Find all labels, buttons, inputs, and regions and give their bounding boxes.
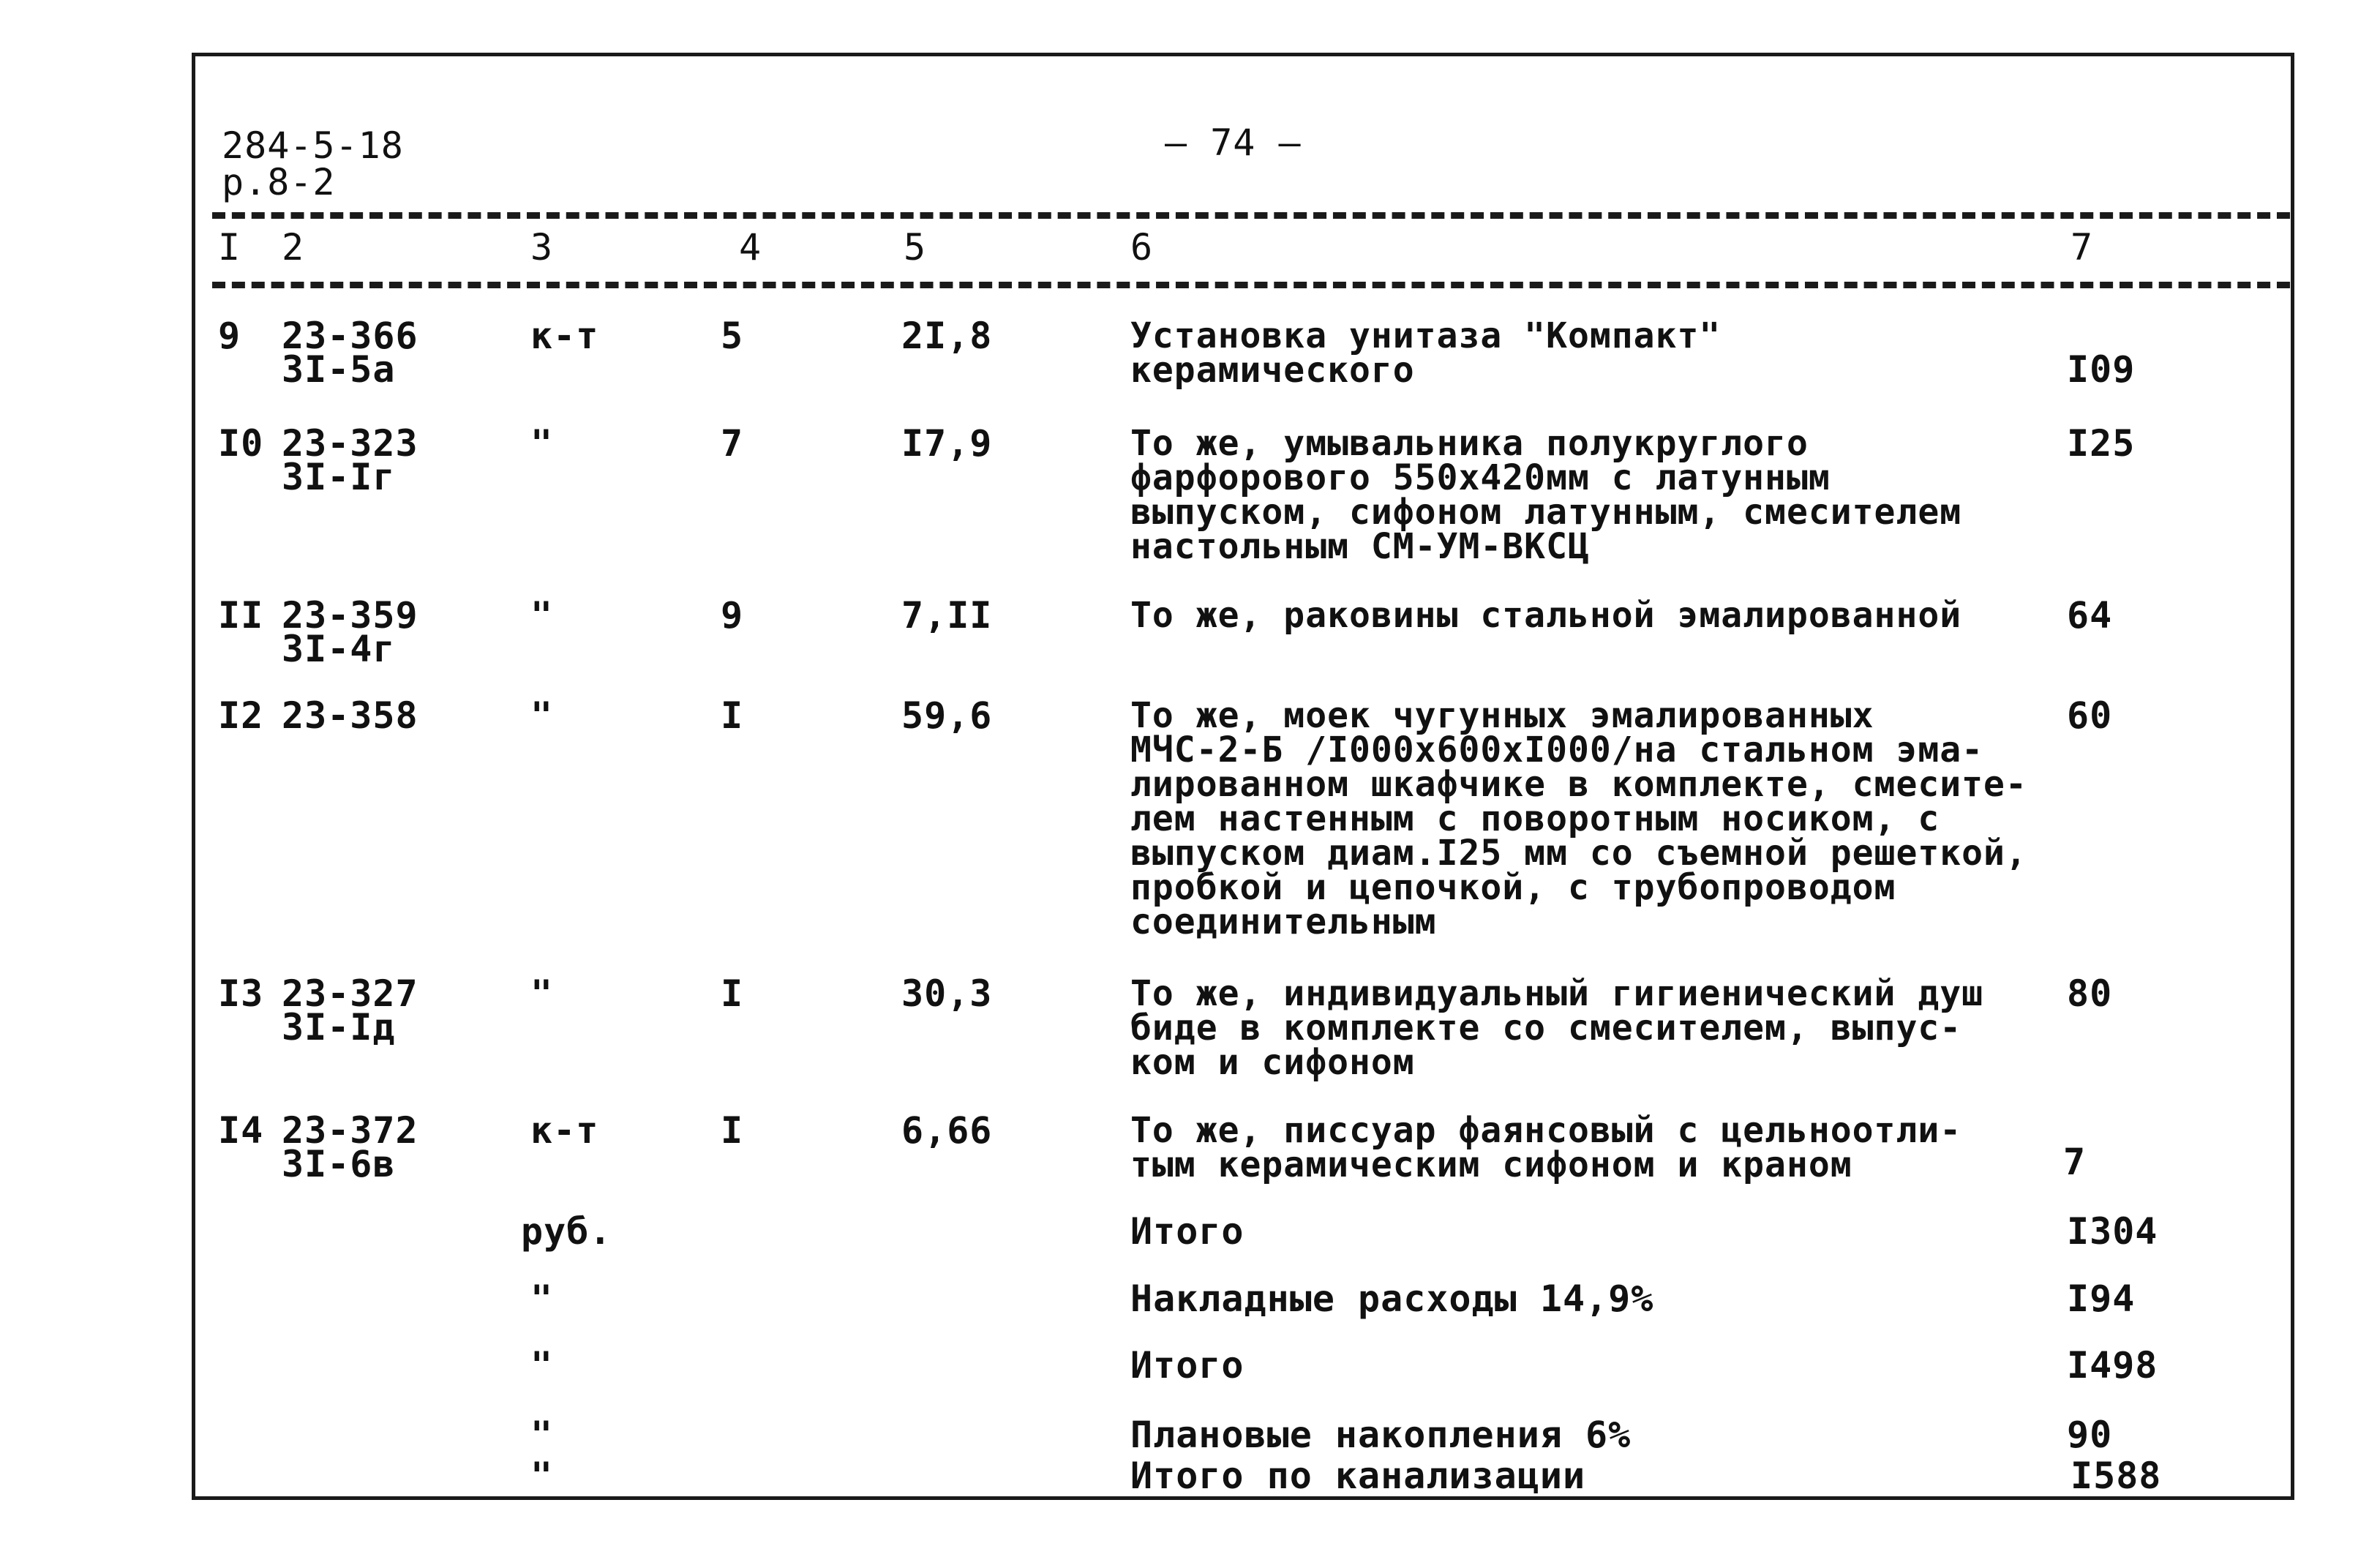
row-description: То же, умывальника полукруглого фарфорового 550х420мм с латунным выпуском, сифоном латунным, смесителем настольным СМ-УМ-ВКСЦ bbox=[1130, 423, 1962, 567]
row-description: То же, моек чугунных эмалированных МЧС-2-Б /I000х600хI000/на стальном эма- лированном шкафчике в комплекте, смесите- лем настенным с поворотным носиком, с выпуском диам.I25 мм со съемной решеткой, пробкой и цепочкой, с трубопроводом соединительным bbox=[1130, 695, 2027, 942]
row-code: 23-327 bbox=[282, 972, 418, 1015]
row-code-sub: 3I-5а bbox=[282, 348, 396, 391]
row-price: I7,9 bbox=[901, 422, 993, 465]
summary-unit: " bbox=[530, 1278, 554, 1320]
row-unit: к-т bbox=[530, 315, 599, 357]
summary-unit: руб. bbox=[521, 1210, 612, 1253]
col-header-2: 2 bbox=[282, 226, 305, 269]
row-qty: 9 bbox=[721, 594, 744, 637]
row-unit: " bbox=[530, 694, 554, 737]
header-rule-top bbox=[212, 212, 2290, 219]
summary-value: 90 bbox=[2067, 1414, 2113, 1456]
row-number: I0 bbox=[218, 422, 264, 465]
summary-value: I304 bbox=[2067, 1210, 2158, 1253]
summary-value: I588 bbox=[2070, 1455, 2162, 1497]
row-unit: к-т bbox=[530, 1109, 599, 1152]
row-unit: " bbox=[530, 594, 554, 637]
row-code-sub: 3I-Iд bbox=[282, 1006, 396, 1049]
row-code: 23-366 bbox=[282, 315, 418, 357]
doc-section: р.8-2 bbox=[222, 161, 336, 203]
row-number: I3 bbox=[218, 972, 264, 1015]
row-price: 2I,8 bbox=[901, 315, 993, 357]
summary-label: Итого bbox=[1130, 1344, 1244, 1387]
row-number: I4 bbox=[218, 1109, 264, 1152]
row-price: 59,6 bbox=[901, 694, 993, 737]
row-code: 23-323 bbox=[282, 422, 418, 465]
row-unit: " bbox=[530, 422, 554, 465]
summary-unit: " bbox=[530, 1414, 554, 1456]
summary-value: I94 bbox=[2067, 1278, 2136, 1320]
row-code-sub: 3I-4г bbox=[282, 628, 396, 670]
row-total: 60 bbox=[2067, 694, 2113, 737]
row-description: Установка унитаза "Компакт" керамического bbox=[1130, 315, 1722, 391]
col-header-4: 4 bbox=[739, 226, 762, 269]
row-number: I2 bbox=[218, 694, 264, 737]
page-number: — 74 — bbox=[1165, 121, 1302, 164]
summary-value: I498 bbox=[2067, 1344, 2158, 1387]
summary-label: Плановые накопления 6% bbox=[1130, 1414, 1632, 1456]
row-total: 64 bbox=[2067, 594, 2113, 637]
col-header-7: 7 bbox=[2070, 226, 2094, 269]
col-header-3: 3 bbox=[530, 226, 554, 269]
row-description: То же, раковины стальной эмалированной bbox=[1130, 595, 1962, 636]
row-qty: I bbox=[721, 972, 744, 1015]
row-price: 7,II bbox=[901, 594, 993, 637]
row-total: I25 bbox=[2067, 422, 2136, 465]
row-price: 30,3 bbox=[901, 972, 993, 1015]
row-code-sub: 3I-6в bbox=[282, 1143, 396, 1185]
row-price: 6,66 bbox=[901, 1109, 993, 1152]
row-code-sub: 3I-Iг bbox=[282, 456, 396, 498]
summary-unit: " bbox=[530, 1344, 554, 1387]
row-total: 80 bbox=[2067, 972, 2113, 1015]
row-code: 23-358 bbox=[282, 694, 418, 737]
doc-code: 284-5-18 bbox=[222, 124, 404, 167]
col-header-1: I bbox=[218, 226, 241, 269]
row-unit: " bbox=[530, 972, 554, 1015]
row-code: 23-359 bbox=[282, 594, 418, 637]
row-total: I09 bbox=[2067, 348, 2136, 391]
header-rule-bottom bbox=[212, 282, 2290, 288]
row-code: 23-372 bbox=[282, 1109, 418, 1152]
col-header-6: 6 bbox=[1130, 226, 1154, 269]
row-qty: 7 bbox=[721, 422, 744, 465]
col-header-5: 5 bbox=[904, 226, 927, 269]
summary-label: Итого по канализации bbox=[1130, 1455, 1586, 1497]
summary-label: Накладные расходы 14,9% bbox=[1130, 1278, 1654, 1320]
row-number: 9 bbox=[218, 315, 241, 357]
row-description: То же, писсуар фаянсовый с цельноотли- тым керамическим сифоном и краном bbox=[1130, 1110, 1962, 1185]
row-qty: I bbox=[721, 1109, 744, 1152]
row-description: То же, индивидуальный гигиенический душ биде в комплекте со смесителем, выпус- ком и сифоном bbox=[1130, 973, 1984, 1083]
summary-label: Итого bbox=[1130, 1210, 1244, 1253]
row-qty: I bbox=[721, 694, 744, 737]
row-total: 7 bbox=[2063, 1141, 2087, 1183]
row-number: II bbox=[218, 594, 264, 637]
row-qty: 5 bbox=[721, 315, 744, 357]
summary-unit: " bbox=[530, 1455, 554, 1497]
